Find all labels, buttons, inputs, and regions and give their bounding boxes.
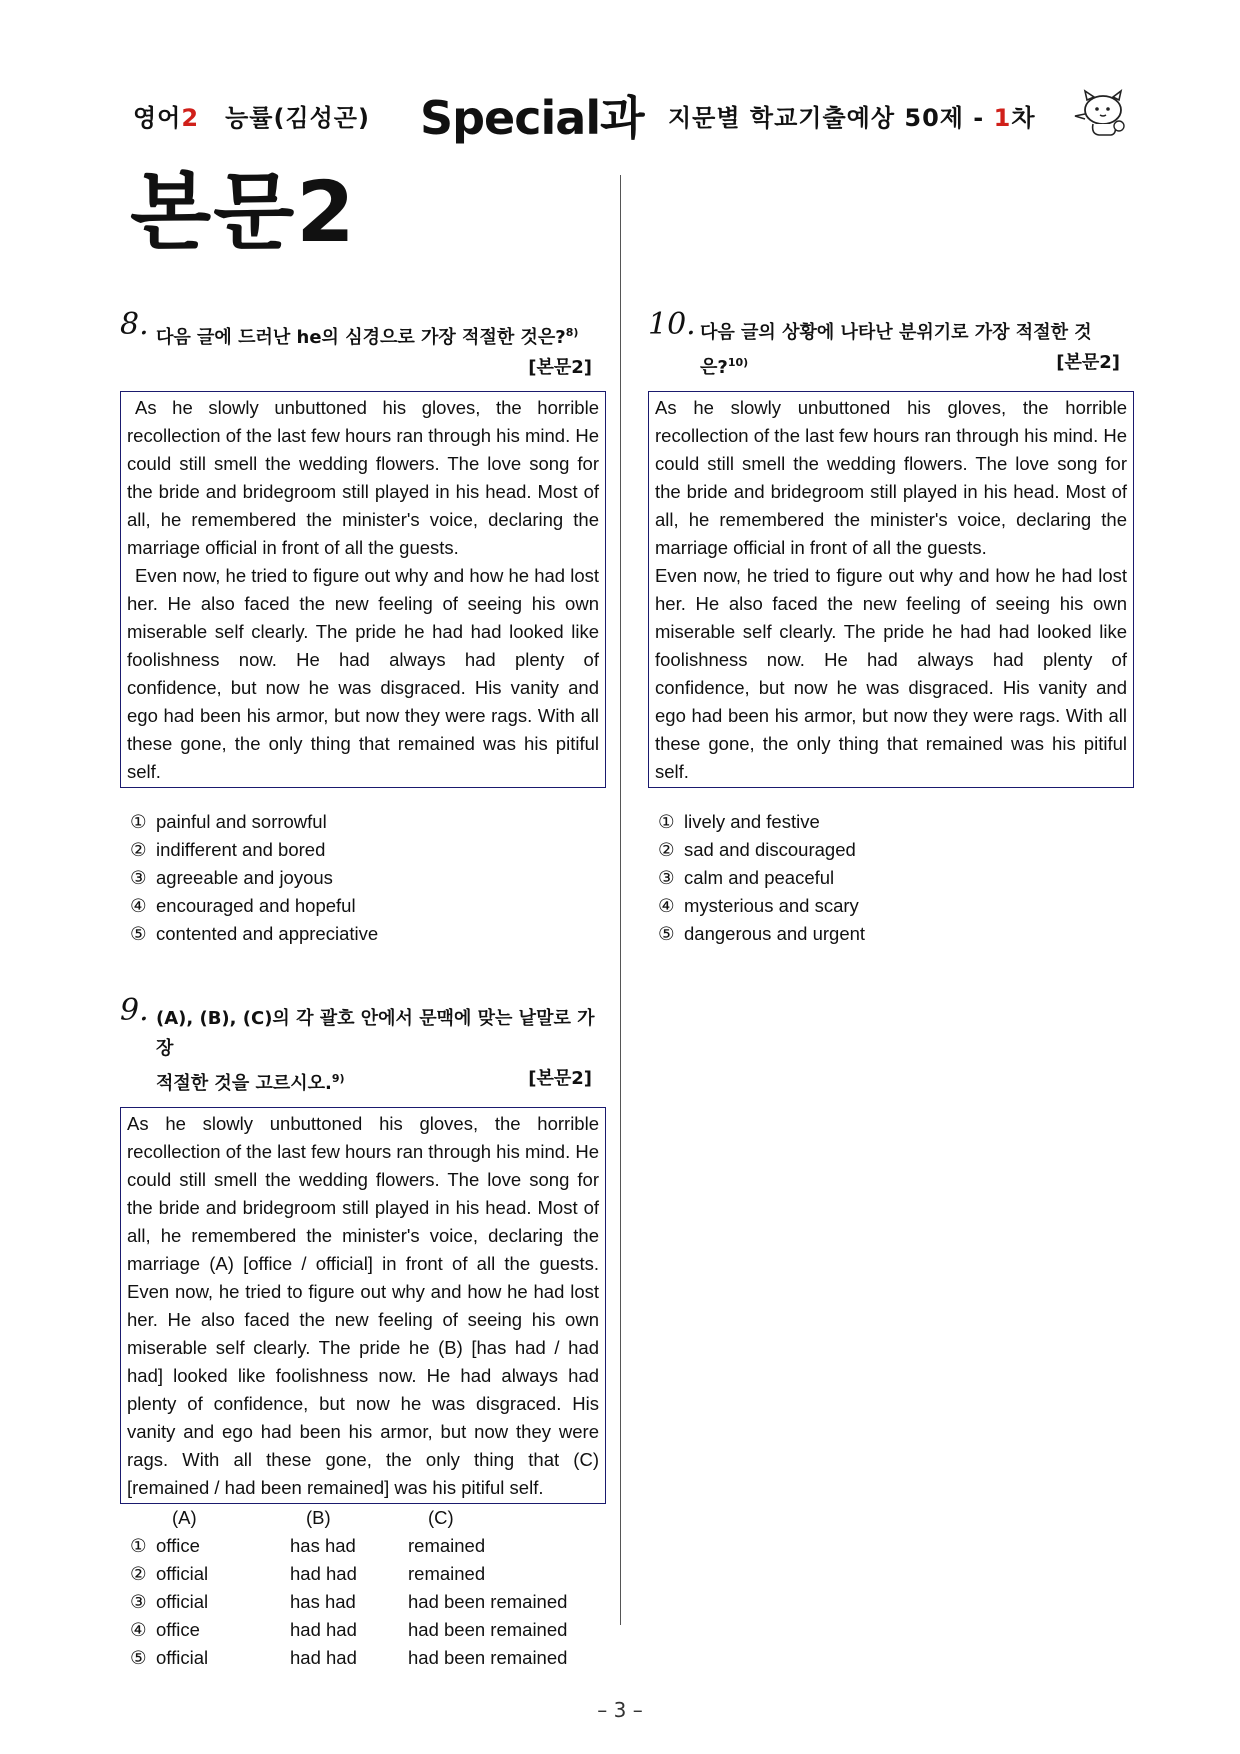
page-header bbox=[0, 88, 1240, 148]
choice-mark: ⑤ bbox=[130, 923, 147, 944]
cell-a: official bbox=[156, 1591, 209, 1612]
question-8 bbox=[120, 307, 606, 948]
round-number: 1 bbox=[993, 104, 1012, 132]
question-prompt: (A), (B), (C)의 각 괄호 안에서 문맥에 맞는 낱말로 가장 bbox=[156, 1008, 595, 1059]
question-tag: [본문2] bbox=[528, 357, 592, 378]
passage-paragraph: As he slowly unbuttoned his gloves, the horrible recollection of the last few hours ran through his mind. He could still smell the wedding flowers. The love song for the bride and bridegroom still played in his head. Most of all, he remembered the minister's voice, declaring the marriage official in front of all the guests. bbox=[127, 397, 599, 558]
subject-number: 2 bbox=[181, 104, 200, 132]
desc-prefix: 지문별 학교기출예상 50제 - bbox=[668, 104, 994, 132]
question-9 bbox=[120, 993, 606, 1672]
page-number: – 3 – bbox=[597, 1698, 643, 1722]
choice-mark: ② bbox=[130, 839, 147, 860]
header-desc bbox=[668, 98, 1036, 133]
column-header-b: (B) bbox=[306, 1507, 331, 1528]
choice-item[interactable] bbox=[658, 892, 1134, 920]
section-title: 본문2 bbox=[130, 163, 357, 261]
cell-c: had been remained bbox=[408, 1647, 568, 1668]
choice-mark: ④ bbox=[130, 1619, 147, 1640]
choice-mark: ④ bbox=[658, 895, 675, 916]
cell-b: has had bbox=[290, 1591, 356, 1612]
table-header-row bbox=[130, 1504, 606, 1532]
question-header bbox=[648, 307, 1134, 383]
column-header-c: (C) bbox=[428, 1507, 454, 1528]
choice-mark: ③ bbox=[130, 867, 147, 888]
table-row[interactable] bbox=[130, 1644, 606, 1672]
question-prompt: 다음 글의 상황에 나타난 분위기로 가장 적절한 것 bbox=[700, 322, 1092, 343]
question-number: 10. bbox=[648, 307, 696, 342]
table-row[interactable] bbox=[130, 1532, 606, 1560]
choice-list bbox=[120, 808, 606, 948]
answer-table bbox=[120, 1504, 606, 1672]
cell-b: had had bbox=[290, 1619, 357, 1640]
question-header bbox=[120, 307, 606, 383]
cell-c: had been remained bbox=[408, 1591, 568, 1612]
question-tag: [본문2] bbox=[528, 1068, 592, 1089]
publisher: 능률(김성곤) bbox=[225, 104, 370, 132]
header-subject bbox=[133, 98, 370, 133]
column-divider bbox=[620, 175, 621, 1625]
passage-paragraph: Even now, he tried to figure out why and how he had lost her. He also faced the new feeling of seeing his own miserable self clearly. The pride he had had looked like foolishness now. He had always had plenty of confidence, but now he was disgraced. His vanity and ego had been his armor, but now they were rags. With all these gone, the only thing that remained was his pitiful self. bbox=[655, 565, 1127, 782]
cell-c: remained bbox=[408, 1535, 486, 1556]
choice-item[interactable] bbox=[658, 808, 1134, 836]
choice-item[interactable] bbox=[658, 920, 1134, 948]
choice-mark: ⑤ bbox=[658, 923, 675, 944]
choice-item[interactable] bbox=[658, 836, 1134, 864]
prompt-text: 은? bbox=[700, 357, 728, 378]
passage-paragraph: As he slowly unbuttoned his gloves, the horrible recollection of the last few hours ran through his mind. He could still smell the wedding flowers. The love song for the bride and bridegroom still played in his head. Most of all, he remembered the minister's voice, declaring the marriage (A) [office / official] in front of all the guests. Even now, he tried to figure out why and how he had lost her. He also faced the new feeling of seeing his own miserable self clearly. The pride he (B) [has had / had had] looked like foolishness now. He had always had plenty of confidence, but now he was disgraced. His vanity and ego had been his armor, but now they were rags. With all these gone, the only thing that (C) [remained / had been remained] was his pitiful self. bbox=[127, 1113, 599, 1498]
choice-item[interactable] bbox=[130, 836, 606, 864]
question-number: 9. bbox=[120, 993, 149, 1028]
choice-text: sad and discouraged bbox=[684, 839, 856, 860]
choice-text: mysterious and scary bbox=[684, 895, 859, 916]
choice-mark: ③ bbox=[658, 867, 675, 888]
cell-a: official bbox=[156, 1563, 209, 1584]
round-suffix: 차 bbox=[1011, 104, 1036, 132]
cell-a: official bbox=[156, 1647, 209, 1668]
passage-paragraph: Even now, he tried to figure out why and how he had lost her. He also faced the new feeling of seeing his own miserable self clearly. The pride he had had looked like foolishness now. He had always had plenty of confidence, but now he was disgraced. His vanity and ego had been his armor, but now they were rags. With all these gone, the only thing that remained was his pitiful self. bbox=[127, 565, 599, 782]
subject-prefix: 영어 bbox=[133, 104, 182, 132]
choice-mark: ⑤ bbox=[130, 1647, 147, 1668]
question-header bbox=[120, 993, 606, 1099]
cell-a: office bbox=[156, 1619, 200, 1640]
brand-title: Special과 bbox=[420, 91, 644, 145]
choice-mark: ② bbox=[658, 839, 675, 860]
question-prompt bbox=[120, 318, 606, 353]
passage-box bbox=[120, 391, 606, 788]
question-prompt-line2 bbox=[120, 1064, 606, 1099]
choice-mark: ① bbox=[658, 811, 675, 832]
column-header-a: (A) bbox=[172, 1507, 197, 1528]
choice-text: lively and festive bbox=[684, 811, 820, 832]
choice-text: agreeable and joyous bbox=[156, 867, 333, 888]
choice-item[interactable] bbox=[130, 892, 606, 920]
choice-text: contented and appreciative bbox=[156, 923, 379, 944]
choice-text: painful and sorrowful bbox=[156, 811, 327, 832]
choice-list bbox=[648, 808, 1134, 948]
choice-item[interactable] bbox=[130, 808, 606, 836]
footnote-ref: 9) bbox=[331, 1072, 345, 1085]
choice-item[interactable] bbox=[130, 864, 606, 892]
choice-item[interactable] bbox=[130, 920, 606, 948]
cell-b: had had bbox=[290, 1647, 357, 1668]
choice-mark: ③ bbox=[130, 1591, 147, 1612]
cell-a: office bbox=[156, 1535, 200, 1556]
table-row[interactable] bbox=[130, 1560, 606, 1588]
footnote-ref: 8) bbox=[565, 326, 579, 339]
choice-mark: ④ bbox=[130, 895, 147, 916]
table-row[interactable] bbox=[130, 1616, 606, 1644]
choice-item[interactable] bbox=[658, 864, 1134, 892]
choice-mark: ① bbox=[130, 811, 147, 832]
cell-b: had had bbox=[290, 1563, 357, 1584]
question-10 bbox=[648, 307, 1134, 948]
footnote-ref: 10) bbox=[727, 356, 749, 369]
choice-text: indifferent and bored bbox=[156, 839, 326, 860]
prompt-text: 다음 글에 드러난 he의 심경으로 가장 적절한 것은? bbox=[156, 327, 566, 348]
cat-mascot-icon bbox=[1073, 88, 1131, 138]
question-prompt-line2 bbox=[648, 348, 1134, 383]
cell-c: remained bbox=[408, 1563, 486, 1584]
cell-b: has had bbox=[290, 1535, 356, 1556]
passage-box bbox=[120, 1107, 606, 1504]
prompt-text: 적절한 것을 고르시오. bbox=[156, 1073, 332, 1094]
choice-text: encouraged and hopeful bbox=[156, 895, 356, 916]
passage-box bbox=[648, 391, 1134, 788]
cell-c: had been remained bbox=[408, 1619, 568, 1640]
choice-mark: ② bbox=[130, 1563, 147, 1584]
choice-mark: ① bbox=[130, 1535, 147, 1556]
table-row[interactable] bbox=[130, 1588, 606, 1616]
choice-text: dangerous and urgent bbox=[684, 923, 866, 944]
question-tag: [본문2] bbox=[1056, 352, 1120, 373]
question-number: 8. bbox=[120, 307, 149, 342]
passage-paragraph: As he slowly unbuttoned his gloves, the horrible recollection of the last few hours ran through his mind. He could still smell the wedding flowers. The love song for the bride and bridegroom still played in his head. Most of all, he remembered the minister's voice, declaring the marriage official in front of all the guests. bbox=[655, 397, 1127, 558]
choice-text: calm and peaceful bbox=[684, 867, 835, 888]
